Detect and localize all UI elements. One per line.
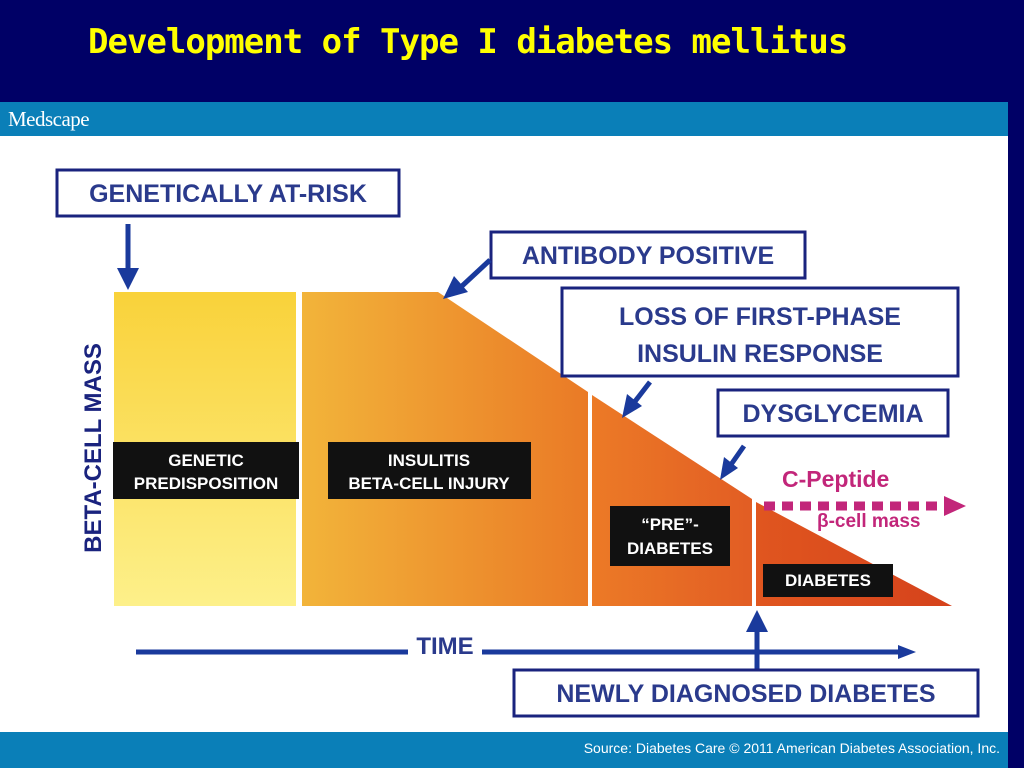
callout-loss-first-phase-text-1: LOSS OF FIRST-PHASE [619,303,901,331]
medscape-logo: Medscape [8,107,90,131]
source-citation: Source: Diabetes Care © 2011 American Diabetes Association, Inc. [583,740,1000,756]
arrow-up-icon [746,610,768,670]
slide-title: Development of Type I diabetes mellitus [88,22,848,62]
callout-genetically-at-risk-text: GENETICALLY AT-RISK [89,180,367,208]
time-axis-arrow [136,645,916,659]
arrow-diagonal-icon [443,260,490,299]
callout-antibody-positive-text: ANTIBODY POSITIVE [521,242,775,270]
callout-dysglycemia-text: DYSGLYCEMIA [742,400,924,428]
stage-label-prediabetes-text-1: “PRE”- [641,515,699,534]
figure-panel [0,102,1008,768]
arrow-diagonal-icon [622,382,650,418]
legend-beta-cell-mass: β-cell mass [817,511,921,532]
legend-c-peptide: C-Peptide [782,466,890,492]
diabetes-progression-diagram [0,102,1008,732]
stage-label-insulitis-text-2: BETA-CELL INJURY [348,474,510,493]
stage-label-genetic-text-1: GENETIC [168,451,244,470]
callout-loss-first-phase-text-2: INSULIN RESPONSE [637,340,883,368]
footer-bar [0,732,1008,768]
arrow-diagonal-icon [720,446,744,480]
stage-label-insulitis-text-1: INSULITIS [387,451,471,470]
y-axis-label: BETA-CELL MASS [80,343,107,553]
x-axis-label: TIME [416,633,474,660]
arrow-down-icon [117,224,139,290]
callout-newly-diagnosed-text: NEWLY DIAGNOSED DIABETES [556,680,936,708]
stage-label-prediabetes-text-2: DIABETES [627,539,713,558]
stage-label-diabetes-text: DIABETES [785,571,871,590]
stage-label-genetic-text-2: PREDISPOSITION [133,474,279,493]
